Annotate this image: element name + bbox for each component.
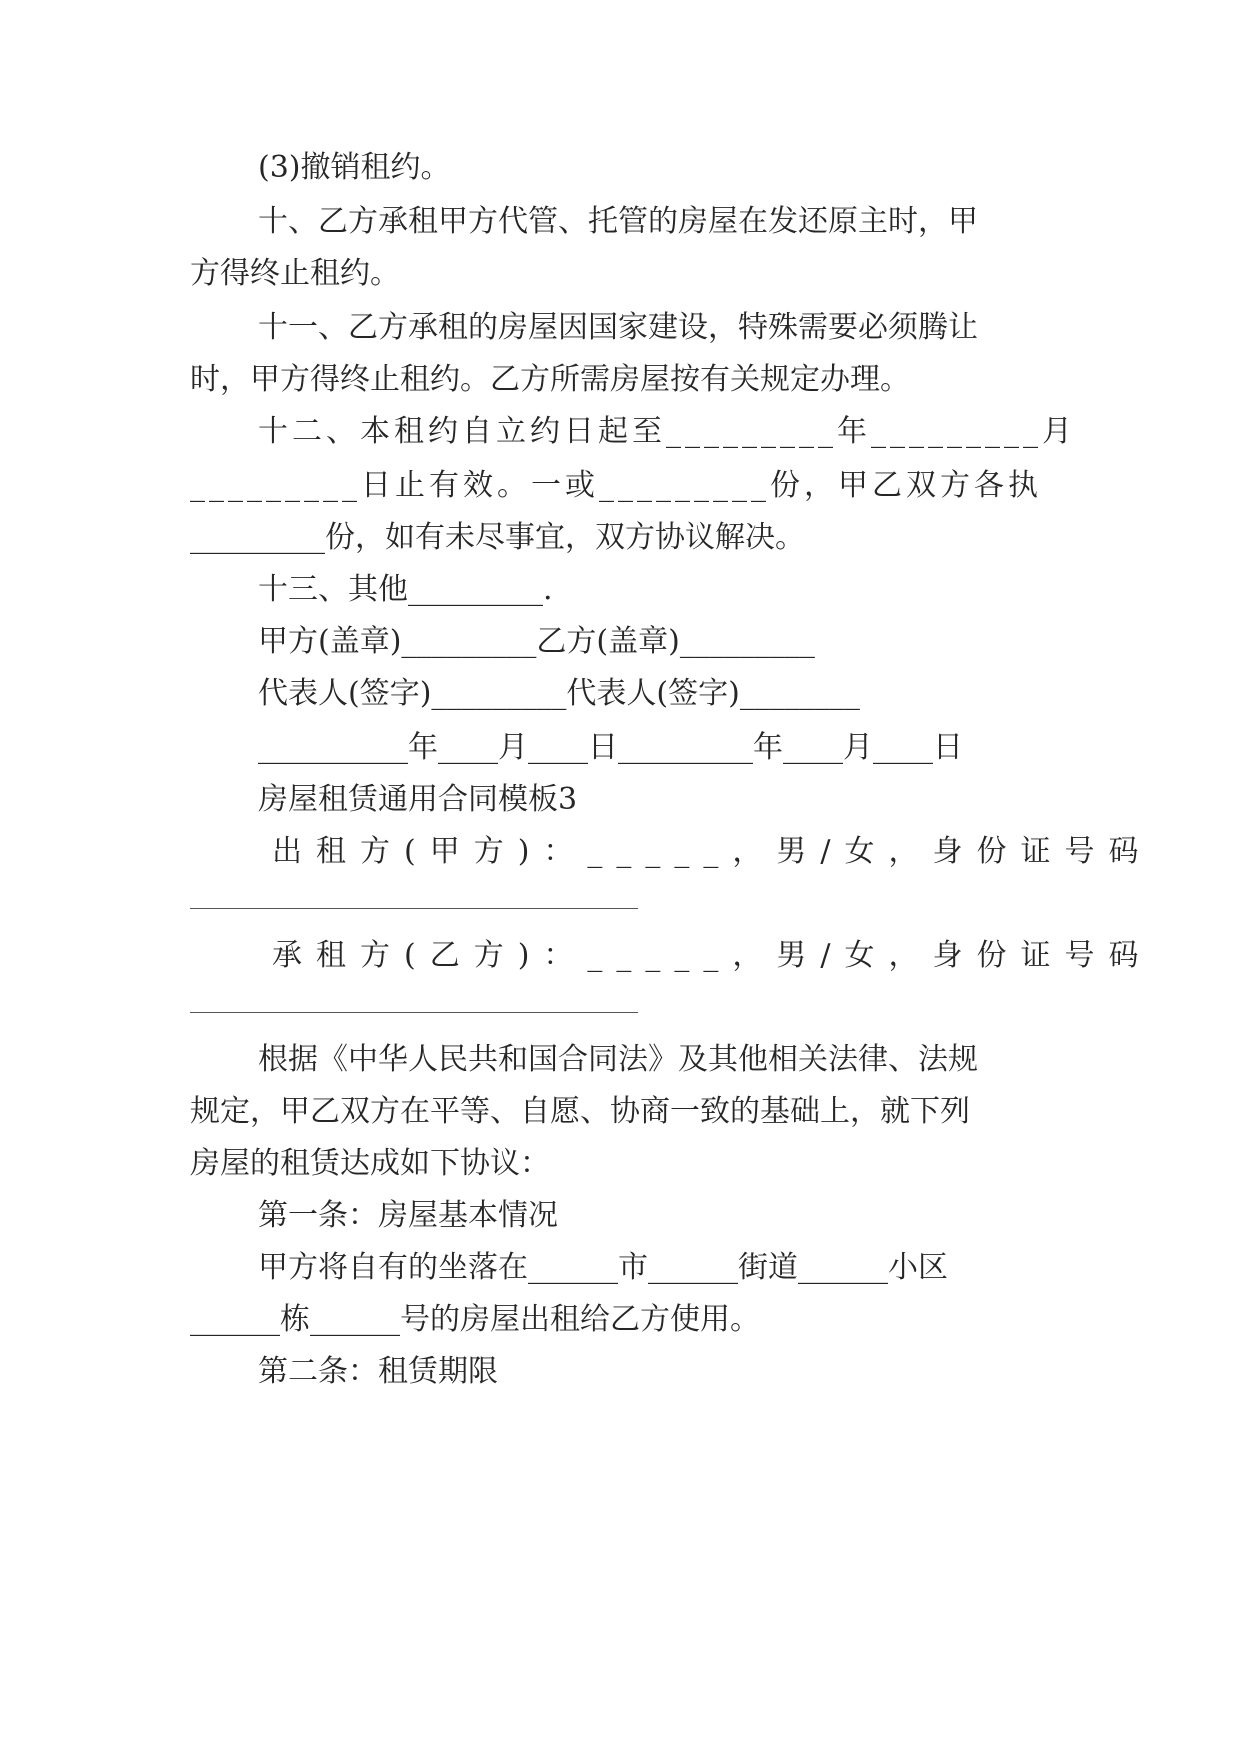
article-1-line-1: 甲方将自有的坐落在______市______街道______小区 xyxy=(258,1250,948,1285)
clause-13: 十三、其他_________. xyxy=(258,572,553,607)
signature-date-line: __________年____月____日_________年____月____日 xyxy=(258,730,963,765)
lessee-id-blank xyxy=(190,1012,638,1013)
lessor-id-blank xyxy=(190,908,638,909)
preamble-line-3: 房屋的租赁达成如下协议： xyxy=(190,1146,550,1181)
clause-12-line-3: _________份，如有未尽事宜，双方协议解决。 xyxy=(190,520,805,555)
preamble-line-1: 根据《中华人民共和国合同法》及其他相关法律、法规 xyxy=(258,1042,978,1077)
signature-seal-line: 甲方(盖章)_________乙方(盖章)_________ xyxy=(258,624,815,659)
clause-12-line-2: _________日止有效。一或_________份，甲乙双方各执 xyxy=(190,468,1042,503)
clause-11-line-1: 十一、乙方承租的房屋因国家建设，特殊需要必须腾让 xyxy=(258,310,978,345)
template-3-title: 房屋租赁通用合同模板3 xyxy=(258,782,578,817)
preamble-line-2: 规定，甲乙双方在平等、自愿、协商一致的基础上，就下列 xyxy=(190,1094,970,1129)
clause-11-line-2: 时，甲方得终止租约。乙方所需房屋按有关规定办理。 xyxy=(190,362,910,397)
clause-12-line-1: 十二、本租约自立约日起至_________年_________月 xyxy=(258,414,1076,449)
signature-representative-line: 代表人(签字)_________代表人(签字)________ xyxy=(258,676,860,711)
lessor-line: 出租方(甲方)：_____，男/女，身份证号码 xyxy=(272,834,1153,869)
article-1-heading: 第一条：房屋基本情况 xyxy=(258,1198,558,1233)
article-2-heading: 第二条：租赁期限 xyxy=(258,1354,498,1389)
lessee-line: 承租方(乙方)：_____，男/女，身份证号码 xyxy=(272,938,1153,973)
clause-10-line-2: 方得终止租约。 xyxy=(190,256,400,291)
clause-9-item-3: (3)撤销租约。 xyxy=(258,150,451,185)
clause-10-line-1: 十、乙方承租甲方代管、托管的房屋在发还原主时，甲 xyxy=(258,204,978,239)
article-1-line-2: ______栋______号的房屋出租给乙方使用。 xyxy=(190,1302,760,1337)
